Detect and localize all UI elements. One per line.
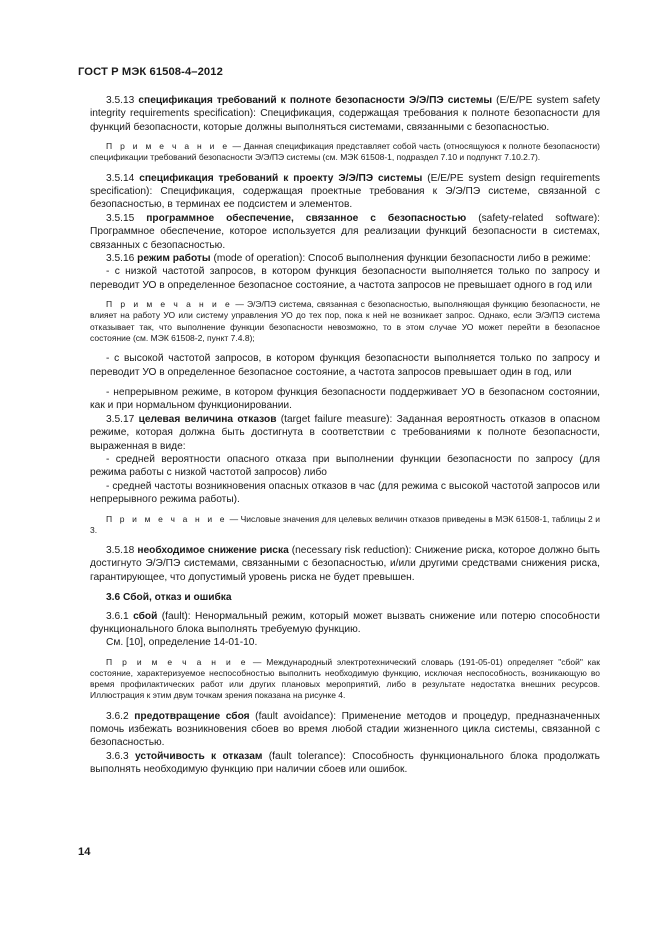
clause-3-6-1: [90, 610, 600, 637]
clause-term: спецификация требований к проекту Э/Э/ПЭ системы: [139, 172, 423, 184]
clause-term: программное обеспечение, связанное с безопасностью: [146, 212, 467, 224]
mode-high-demand: - с высокой частотой запросов, в котором функция безопасности выполняется только по запросу и переводит УО в определенное безопасное состояние, а частота запросов превышает один в год, или: [90, 353, 600, 378]
clause-3-5-14: [90, 172, 600, 212]
clause-3-6-2: [90, 710, 600, 750]
clause-number: 3.6.2: [106, 710, 129, 722]
note-text: — Международный электротехнический словарь (191-05-01) определяет "сбой" как состояние, характеризуемое неспособностью выполнить необходимую функцию, исключая неспособность, возникающую во время профилактических работ или других плановых мероприятий, либо в результате недостатка внешних ресурсов. Иллюстрация к этим двум точкам зрения показана на рисунке 4.: [90, 656, 601, 701]
page-content: [90, 94, 600, 777]
clause-body: (safety-related software): Программное обеспечение, которое используется для реализации функций безопасности в системах, связанных с безопасностью.: [90, 212, 600, 251]
clause-number: 3.5.14: [106, 172, 135, 184]
clause-body: (necessary risk reduction): Снижение риска, которое должно быть достигнуто Э/Э/ПЭ системами, связанными с безопасностью, и/или другими средствами снижения риска, гарантирующее, что допустимый уровень риска не будет превышен.: [90, 544, 600, 583]
note-label: П р и м е ч а н и е: [106, 141, 230, 152]
clause-3-5-16: [90, 252, 600, 265]
mode-continuous: - непрерывном режиме, в котором функция безопасности поддерживает УО в безопасном состоянии, как и при нормальном функционировании.: [90, 386, 600, 412]
clause-term: необходимое снижение риска: [137, 544, 289, 556]
clause-term: сбой: [133, 610, 158, 622]
clause-3-5-17: [90, 413, 600, 453]
note-3: [90, 514, 600, 536]
note-text: — Числовые значения для целевых величин отказов приведены в МЭК 61508-1, таблицы 2 и 3.: [90, 513, 600, 535]
clause-number: 3.6.3: [106, 750, 129, 762]
clause-term: спецификация требований к полноте безопасности Э/Э/ПЭ системы: [138, 95, 493, 106]
document-header: ГОСТ Р МЭК 61508-4–2012: [78, 66, 223, 78]
clause-body: (fault): Ненормальный режим, который может вызвать снижение или потерю способности функционального блока выполнять требуемую функцию.: [90, 610, 600, 635]
clause-reference: См. [10], определение 14-01-10.: [106, 637, 258, 649]
clause-body: (mode of operation): Способ выполнения функции безопасности либо в режиме:: [213, 253, 591, 265]
mode-low-demand: - с низкой частотой запросов, в котором функция безопасности выполняется только по запросу и переводит УО в определенное безопасное состояние, а частота запросов не превышает одного в год или: [90, 266, 600, 291]
clause-number: 3.5.13: [106, 95, 135, 106]
note-2: [90, 299, 600, 344]
note-label: П р и м е ч а н и е: [106, 513, 228, 524]
note-text: — Э/Э/ПЭ система, связанная с безопасностью, выполняющая функцию безопасности, не влияет на работу УО или систему управления УО до тех пор, пока к ней не возникает запрос. Однако, если Э/Э/ПЭ система отказывает так, что выполнение функции безопасности невозможно, то в этом случае УО может перейти в безопасное состояние (см. МЭК 61508-2, пункт 7.4.8);: [90, 299, 601, 343]
target-item-1: - средней вероятности опасного отказа при выполнении функции безопасности по запросу (для режима работы с низкой частотой запросов) либо: [90, 453, 600, 479]
clause-body: (fault avoidance): Применение методов и процедур, предназначенных помочь избежать возникновения сбоев во время любой стадии жизненного цикла системы, связанной с безопасностью.: [90, 710, 600, 749]
clause-number: 3.5.17: [106, 413, 135, 425]
clause-body: (fault tolerance): Способность функционального блока продолжать выполнять необходимую функцию при наличии сбоев или ошибок.: [90, 750, 600, 776]
page-number: 14: [78, 846, 91, 858]
clause-term: целевая величина отказов: [138, 413, 277, 425]
clause-term: устойчивость к отказам: [135, 750, 263, 762]
clause-3-5-13: [90, 94, 600, 134]
clause-3-5-15: [90, 212, 600, 252]
note-1: [90, 141, 600, 163]
note-4: [90, 657, 600, 702]
section-heading: 3.6 Сбой, отказ и ошибка: [106, 592, 232, 604]
clause-number: 3.5.18: [106, 544, 135, 556]
note-text: — Данная спецификация представляет собой часть (относящуюся к полноте безопасности) спецификации требований безопасности Э/Э/ПЭ системы (см. МЭК 61508-1, подраздел 7.10 и подпункт 7.10.2.7).: [90, 141, 600, 163]
clause-body: (target failure measure): Заданная вероятность отказов в опасном режиме, которая должна быть достигнута в соответствии с требованиями к полноте безопасности, выраженная в виде:: [90, 413, 601, 452]
clause-term: предотвращение сбоя: [134, 710, 250, 722]
clause-body: (E/E/PE system design requirements specification): Спецификация, содержащая проектные требования к Э/Э/ПЭ системе, связанной с безопасностью, в терминах ее подсистем и элементов.: [90, 172, 600, 211]
clause-number: 3.5.15: [106, 212, 135, 224]
clause-number: 3.5.16: [106, 253, 135, 265]
clause-body: (E/E/PE system safety integrity requirements specification): Спецификация, содержащая требования к полноте безопасности для функций безопасности, которые должны выполняться системами, связанными с безопасностью.: [90, 95, 600, 133]
target-item-2: - средней частоты возникновения опасных отказов в час (для режима с высокой частотой запросов или непрерывного режима работы).: [90, 480, 600, 506]
clause-number: 3.6.1: [106, 610, 129, 622]
note-label: П р и м е ч а н и е: [106, 299, 233, 310]
clause-3-5-18: [90, 544, 600, 584]
clause-3-6-3: [90, 750, 600, 777]
clause-term: режим работы: [137, 253, 211, 265]
note-label: П р и м е ч а н и е: [106, 656, 249, 667]
